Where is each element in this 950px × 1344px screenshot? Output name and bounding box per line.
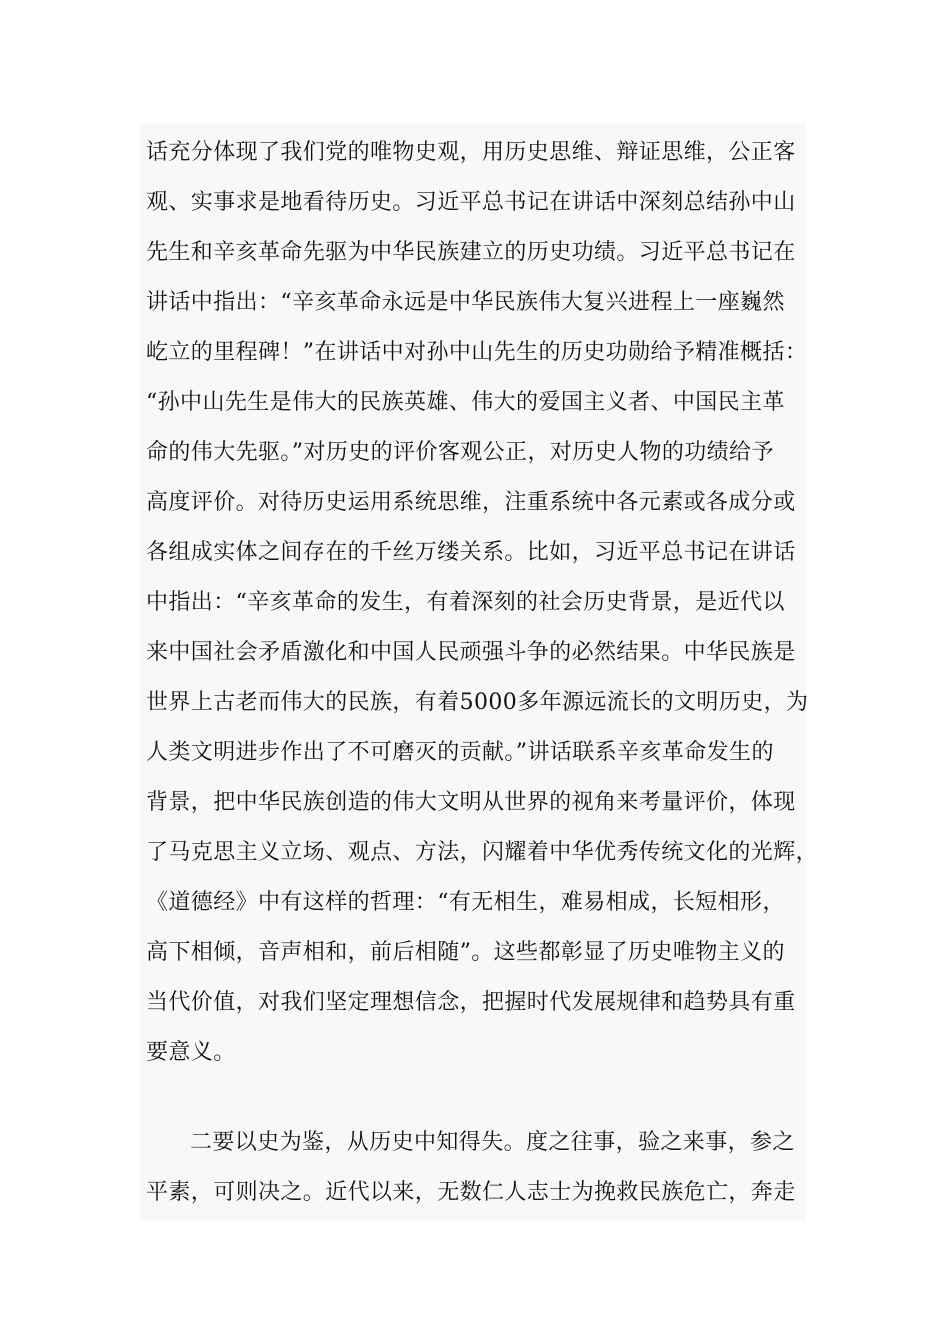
text-line: 高度评价。对待历史运用系统思维，注重系统中各元素或各成分或 [146, 490, 796, 515]
text-line: 中指出：“辛亥革命的发生，有着深刻的社会历史背景，是近代以 [146, 590, 785, 615]
text-line: 命的伟大先驱。”对历史的评价客观公正，对历史人物的功绩给予 [146, 440, 774, 465]
text-line: 二要以史为鉴，从历史中知得失。度之往事，验之来事，参之 [190, 1130, 795, 1155]
text-line: 要意义。 [146, 1040, 236, 1065]
text-line: 了马克思主义立场、观点、方法，闪耀着中华优秀传统文化的光辉， [146, 840, 819, 865]
text-line: 《道德经》中有这样的哲理：“有无相生，难易相成，长短相形， [146, 890, 785, 915]
text-line: 讲话中指出：“辛亥革命永远是中华民族伟大复兴进程上一座巍然 [146, 290, 785, 315]
text-line: 观、实事求是地看待历史。习近平总书记在讲话中深刻总结孙中山 [146, 190, 796, 215]
paragraph-2 [146, 1118, 816, 1218]
text-line: 世界上古老而伟大的民族，有着5000多年源远流长的文明历史，为 [146, 690, 809, 715]
text-line: 高下相倾，音声相和，前后相随”。这些都彰显了历史唯物主义的 [146, 940, 785, 965]
text-line: 先生和辛亥革命先驱为中华民族建立的历史功绩。习近平总书记在 [146, 240, 796, 265]
text-line: 平素，可则决之。近代以来，无数仁人志士为挽救民族危亡，奔走 [146, 1180, 796, 1205]
text-line: 屹立的里程碑！”在讲话中对孙中山先生的历史功勋给予精准概括： [146, 340, 808, 365]
text-line: 来中国社会矛盾激化和中国人民顽强斗争的必然结果。中华民族是 [146, 640, 796, 665]
text-line: 各组成实体之间存在的千丝万缕关系。比如，习近平总书记在讲话 [146, 540, 796, 565]
text-line: 背景，把中华民族创造的伟大文明从世界的视角来考量评价，体现 [146, 790, 796, 815]
paragraph-1 [146, 128, 819, 1078]
text-line: 当代价值，对我们坚定理想信念，把握时代发展规律和趋势具有重 [146, 990, 796, 1015]
text-line: “孙中山先生是伟大的民族英雄、伟大的爱国主义者、中国民主革 [146, 390, 785, 415]
text-line: 话充分体现了我们党的唯物史观，用历史思维、辩证思维，公正客 [146, 140, 796, 165]
text-line: 人类文明进步作出了不可磨灭的贡献。”讲话联系辛亥革命发生的 [146, 740, 774, 765]
